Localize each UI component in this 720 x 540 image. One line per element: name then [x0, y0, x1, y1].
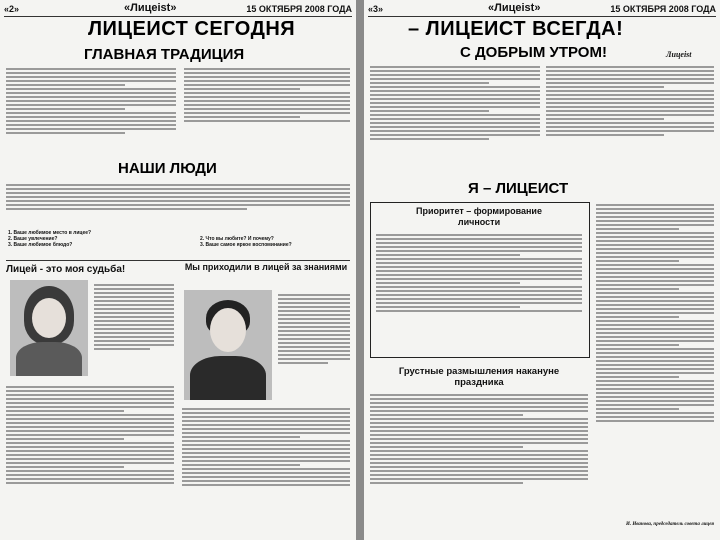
left-article-column-1	[6, 66, 176, 162]
right-article-column-2	[546, 64, 714, 178]
right-heading-sad-thoughts: Грустные размышления накануне праздника	[398, 366, 560, 388]
left-page-number: «2»	[4, 4, 20, 14]
right-masthead: «Лицеist»	[488, 2, 541, 14]
right-banner-title: – ЛИЦЕИСТ ВСЕГДА!	[408, 18, 624, 40]
left-story1-column-b	[6, 384, 174, 534]
question-item: 3. Ваше самое яркое воспоминание?	[200, 242, 292, 248]
question-item: 2. Ваше увлечение?	[8, 236, 58, 242]
student-photo-girl	[10, 280, 88, 376]
right-article-column-1	[370, 64, 540, 178]
right-box-title: Приоритет – формирование личности	[416, 206, 542, 227]
left-banner-title: ЛИЦЕИСТ СЕГОДНЯ	[88, 18, 296, 40]
right-page-header-strip	[368, 2, 716, 17]
right-signature: И. Иванова, председатель совета лицея	[625, 522, 714, 527]
left-divider	[6, 260, 350, 261]
left-heading-our-people: НАШИ ЛЮДИ	[118, 160, 217, 177]
left-questionnaire-list	[8, 230, 178, 248]
right-sidebar-column	[596, 202, 714, 532]
left-story1-column-a	[94, 282, 174, 382]
page-gutter	[356, 0, 364, 540]
left-heading-tradition: ГЛАВНАЯ ТРАДИЦИЯ	[84, 46, 245, 63]
left-page	[0, 0, 356, 540]
left-people-intro	[6, 182, 350, 226]
question-item: 1. Ваше любимое место в лицее?	[8, 230, 92, 236]
right-box-text	[376, 232, 582, 350]
left-story2-column-b	[182, 406, 350, 534]
left-story1-title: Лицей - это моя судьба!	[6, 264, 126, 275]
right-issue-date: 15 ОКТЯБРЯ 2008 ГОДА	[610, 4, 716, 14]
left-issue-date: 15 ОКТЯБРЯ 2008 ГОДА	[246, 4, 352, 14]
left-questionnaire-list-2	[200, 236, 350, 248]
left-masthead: «Лицеist»	[124, 2, 177, 14]
right-heading-i-am-lyceist: Я – ЛИЦЕИСТ	[468, 180, 569, 197]
right-page	[364, 0, 720, 540]
left-story2-column-a	[278, 292, 350, 402]
question-item: 2. Что вы любите? И почему?	[200, 236, 274, 242]
right-page-number: «3»	[368, 4, 384, 14]
student-photo-boy	[184, 290, 272, 400]
left-story2-title: Мы приходили в лицей за знаниями	[184, 262, 348, 272]
question-item: 3. Ваше любимое блюдо?	[8, 242, 73, 248]
right-heading-good-morning: С ДОБРЫМ УТРОМ!	[460, 44, 607, 61]
right-column-tag: Лицеist	[666, 50, 692, 59]
right-sad-thoughts-text	[370, 392, 588, 534]
left-page-header-strip	[4, 2, 352, 17]
left-article-column-2	[184, 66, 350, 150]
